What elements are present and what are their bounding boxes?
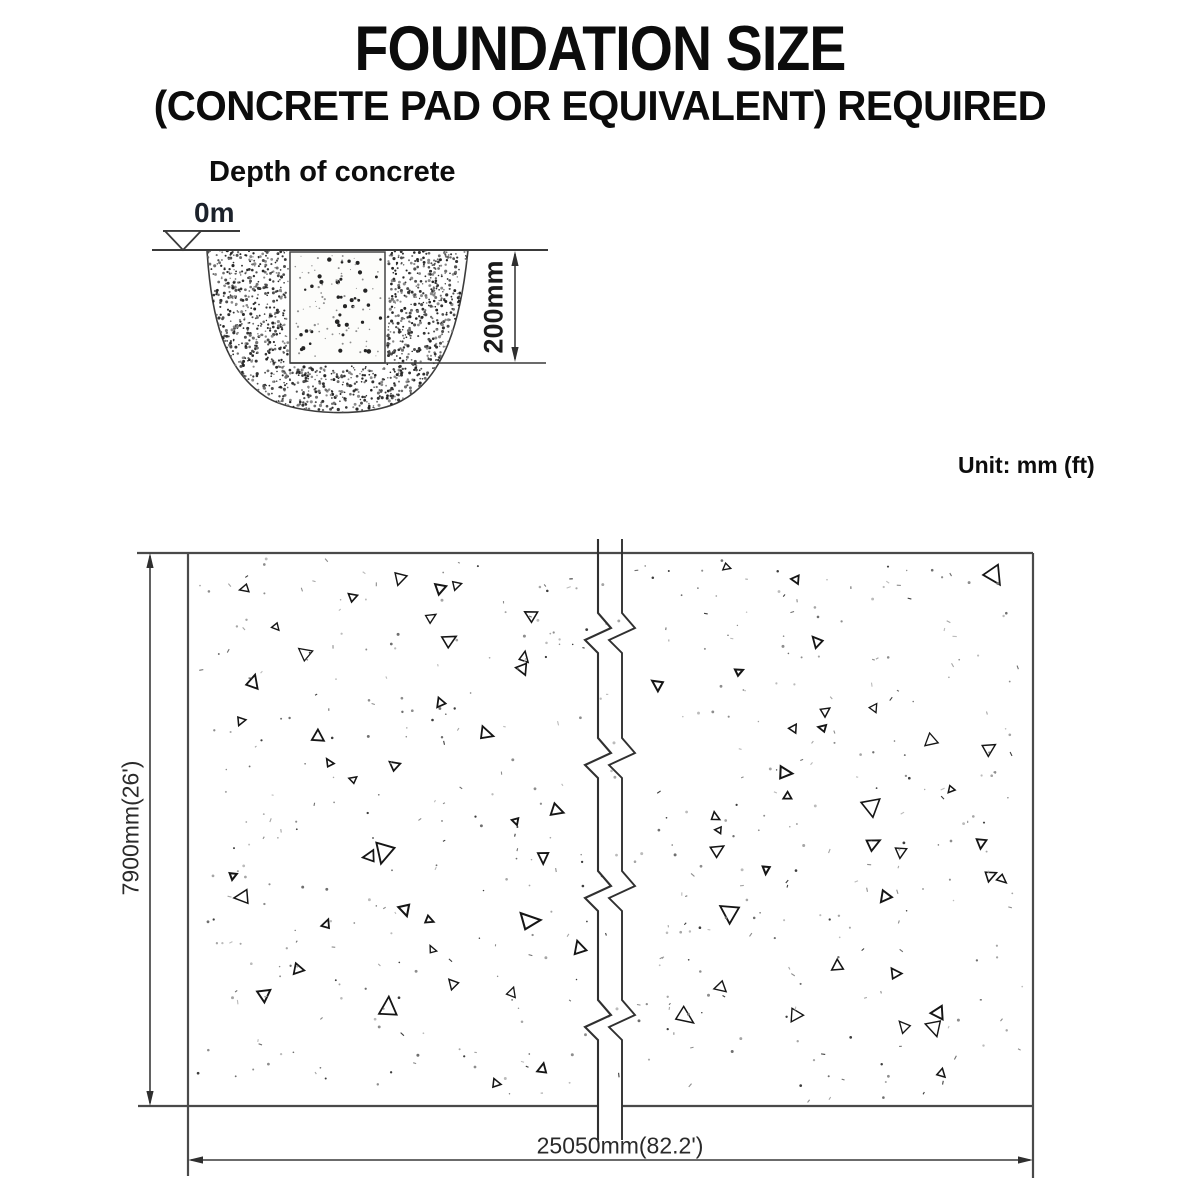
plan-height-dimension-label: 7900mm(26') xyxy=(117,760,144,896)
depth-dimension-label: 200mm xyxy=(478,260,509,354)
page-title: FOUNDATION SIZE xyxy=(354,14,846,84)
foundation-plan-diagram xyxy=(137,539,1033,1178)
plan-width-dimension-label: 25050mm(82.2') xyxy=(536,1132,704,1159)
ground-level-label: 0m xyxy=(194,197,235,228)
break-lines xyxy=(585,539,635,1140)
page-subtitle: (CONCRETE PAD OR EQUIVALENT) REQUIRED xyxy=(153,82,1047,129)
cross-section-heading: Depth of concrete xyxy=(209,156,456,188)
concrete-pad-section xyxy=(290,252,385,363)
plan-outline-and-dimensions xyxy=(137,553,1033,1178)
unit-note: Unit: mm (ft) xyxy=(958,452,1095,478)
